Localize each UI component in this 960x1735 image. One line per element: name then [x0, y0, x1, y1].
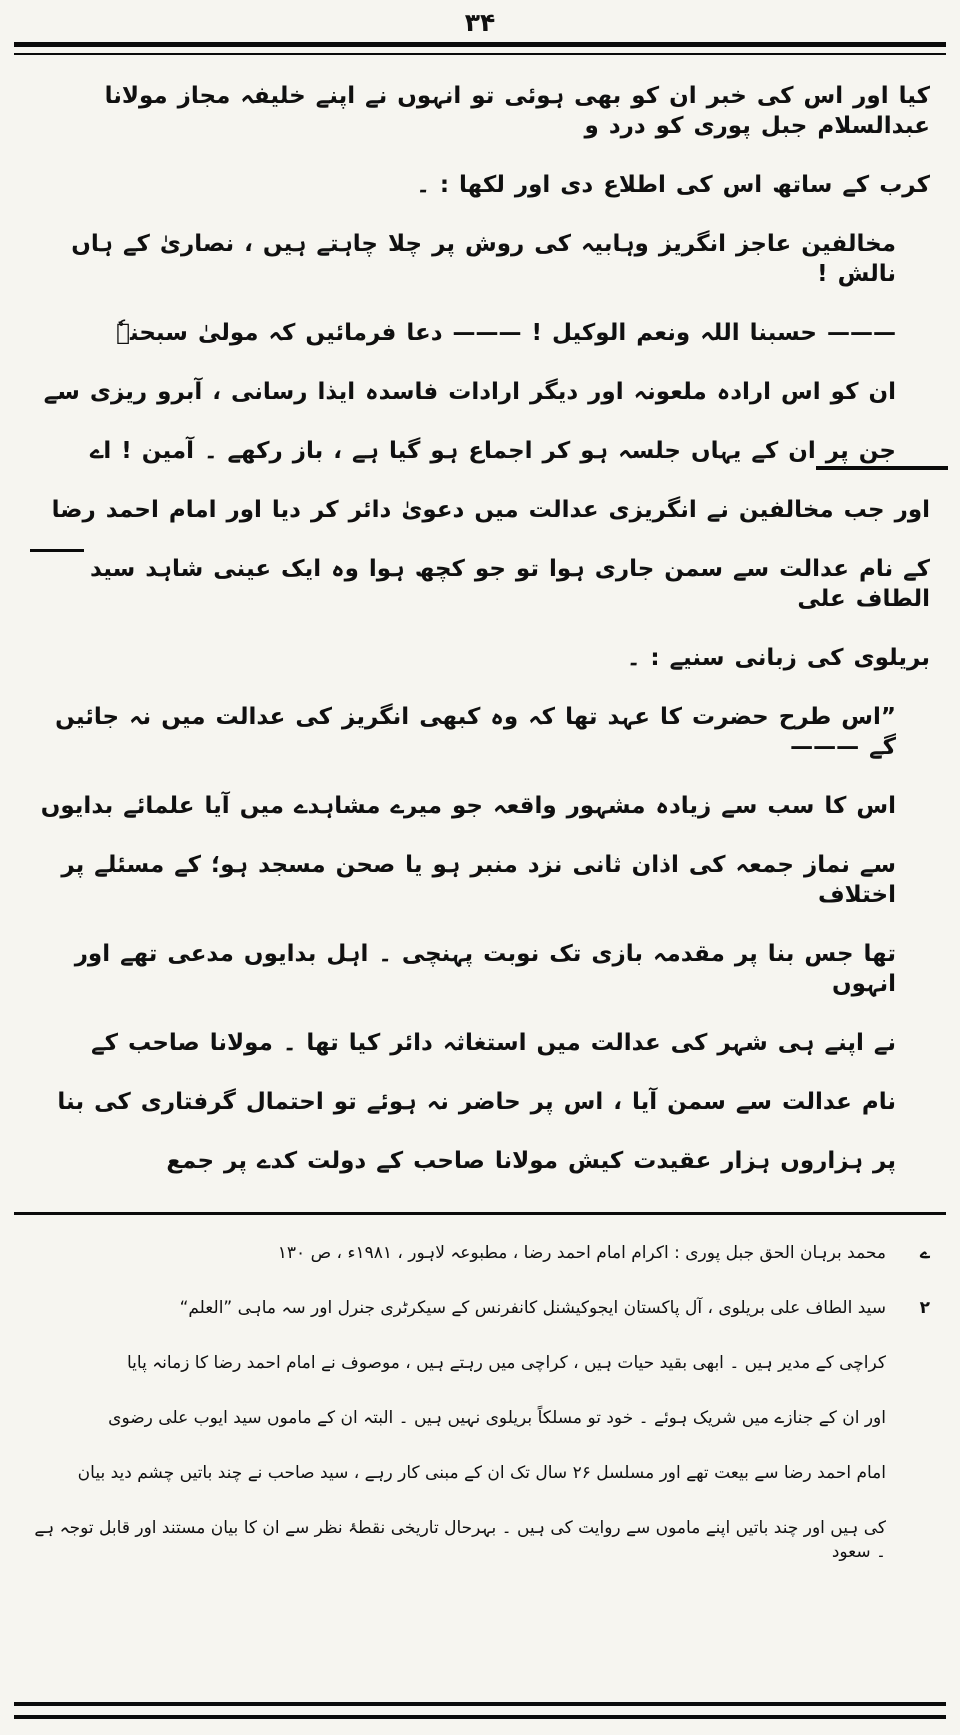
text-line: کے نام عدالت سے سمن جاری ہوا تو جو کچھ ہوا وہ ایک عینی شاہد سید الطاف علی [89, 556, 930, 612]
footnote [30, 1296, 930, 1320]
paragraph-narrative [30, 495, 930, 673]
footnote-text: محمد برہان الحق جبل پوری : اکرام امام احمد رضا ، مطبوعہ لاہور ، ۱۹۸۱ء ، ص ۱۳۰ [277, 1243, 886, 1263]
text-line: جن پر ان کے یہاں جلسہ ہو کر اجماع ہو گیا ہے ، باز رکھے ۔ آمین ! اے [89, 438, 896, 464]
page-number: ۳۴ [464, 8, 496, 37]
footnote-continuation [30, 1516, 930, 1564]
footnote [30, 1241, 930, 1265]
header-rule-thick [14, 42, 946, 47]
text-line: نام عدالت سے سمن آیا ، اس پر حاضر نہ ہوئے تو احتمال گرفتاری کی بنا [57, 1089, 896, 1115]
footnote-continuation [30, 1461, 930, 1485]
text-line: اور جب مخالفین نے انگریزی عدالت میں دعویٰ دائر کر دیا اور امام احمد رضا [51, 497, 930, 523]
text-line: سے نماز جمعہ کی اذان ثانی نزد منبر ہو یا صحن مسجد ہو؛ کے مسئلے پر اختلاف [61, 852, 896, 908]
text-line: تھا جس بنا پر مقدمہ بازی تک نوبت پہنچی ۔ اہل بدایوں مدعی تھے اور انہوں [74, 941, 896, 997]
quoted-letter [30, 229, 930, 466]
footnote-continuation [30, 1351, 930, 1375]
footnote-reference-overline [30, 549, 84, 552]
text-line: ان کو اس ارادہ ملعونہ اور دیگر ارادات فاسدہ ایذا رسانی ، آبرو ریزی سے [43, 379, 896, 405]
text-line: ”اس طرح حضرت کا عہد تھا کہ وہ کبھی انگریز کی عدالت میں نہ جائیں گے ——— [55, 704, 896, 760]
footer-rule-thick-2 [14, 1715, 946, 1719]
footnote-marker: ۲ [919, 1298, 930, 1318]
quoted-testimony [30, 702, 930, 1176]
text-line: اس کا سب سے زیادہ مشہور واقعہ جو میرے مشاہدے میں آیا علمائے بدایوں [40, 793, 896, 819]
footnote-continuation [30, 1406, 930, 1430]
text-line: پر ہزاروں ہزار عقیدت کیش مولانا صاحب کے دولت کدے پر جمع [166, 1148, 896, 1174]
body-text [0, 55, 960, 1176]
text-line: کرب کے ساتھ اس کی اطلاع دی اور لکھا : ۔ [416, 172, 930, 198]
footer-rule-thick-1 [14, 1702, 946, 1706]
paragraph-intro [30, 81, 930, 200]
footnote-text: اور ان کے جنازے میں شریک ہوئے ۔ خود تو مسلکاً بریلوی نہیں ہیں ۔ البتہ ان کے ماموں سید ایوب علی رضوی [108, 1408, 886, 1428]
text-line: بریلوی کی زبانی سنیے : ۔ [626, 645, 930, 671]
footnote-marker: ے [920, 1243, 930, 1263]
text-line: مخالفین عاجز انگریز وہابیہ کی روش پر چلا چاہتے ہیں ، نصاریٰ کے ہاں نالش ! [71, 231, 896, 287]
footnote-reference-overline [816, 466, 948, 470]
footnotes-section [0, 1215, 960, 1564]
footnote-text: امام احمد رضا سے بیعت تھے اور مسلسل ۲۶ سال تک ان کے مبنی کار رہے ، سید صاحب نے چند باتیں چشم دید بیان [77, 1463, 886, 1483]
footnote-text: سید الطاف علی بریلوی ، آل پاکستان ایجوکیشنل کانفرنس کے سیکرٹری جنرل اور سہ ماہی ”العلم“ [179, 1298, 886, 1318]
footnote-text: کی ہیں اور چند باتیں اپنے ماموں سے روایت کی ہیں ۔ بہرحال تاریخی نقطۂ نظر سے ان کا بیان مستند اور قابل توجہ ہے ۔ سعود [34, 1518, 886, 1562]
footer-rule [14, 1702, 946, 1719]
text-line: ——— حسبنا اللہ ونعم الوکیل ! ——— دعا فرمائیں کہ مولیٰ سبحنہٗ [116, 320, 896, 346]
footnote-text: کراچی کے مدیر ہیں ۔ ابھی بقید حیات ہیں ، کراچی میں رہتے ہیں ، موصوف نے امام احمد رضا کا زمانہ پایا [126, 1353, 886, 1373]
text-line: کیا اور اس کی خبر ان کو بھی ہوئی تو انہوں نے اپنے خلیفہ مجاز مولانا عبدالسلام جبل پوری کو درد و [104, 83, 930, 139]
header-rule [14, 42, 946, 55]
text-line: نے اپنے ہی شہر کی عدالت میں استغاثہ دائر کیا تھا ۔ مولانا صاحب کے [91, 1030, 896, 1056]
